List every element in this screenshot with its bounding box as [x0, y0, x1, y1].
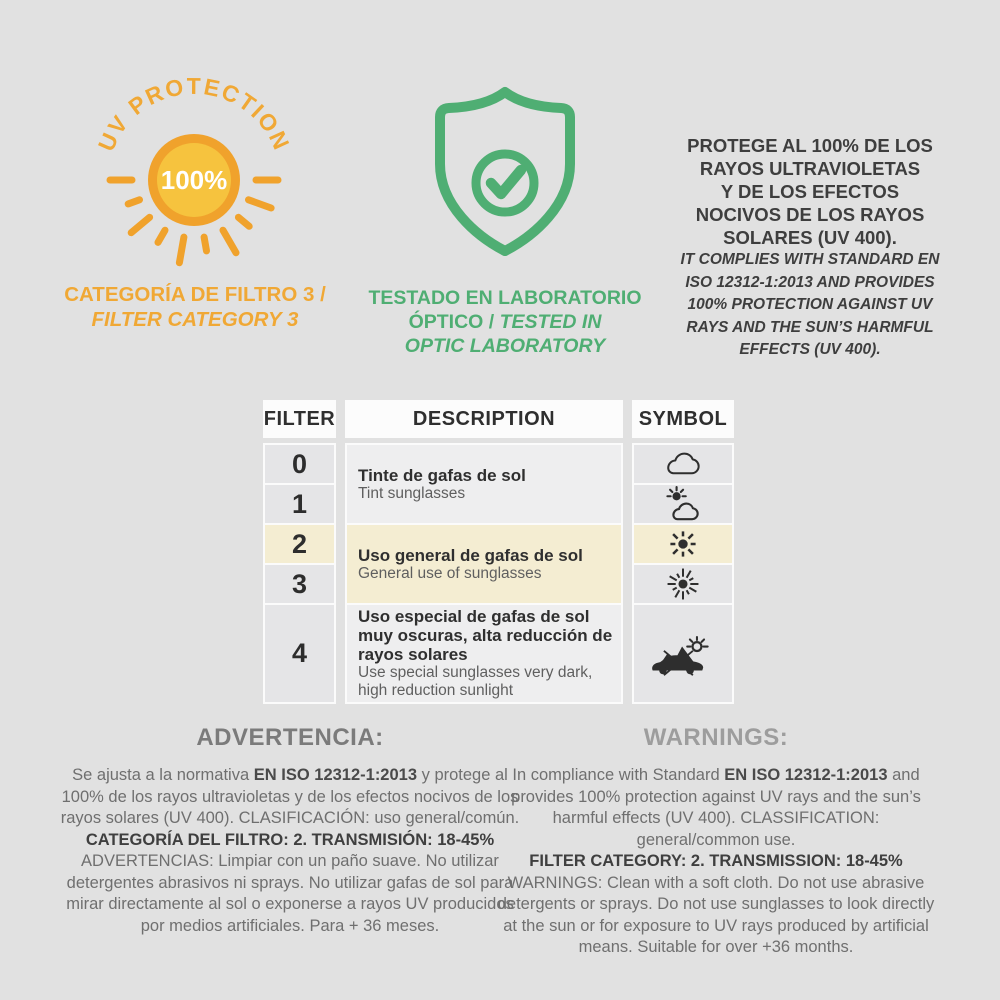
filter-category-caption-en: FILTER CATEGORY 3: [91, 307, 299, 331]
protection-note: [658, 134, 962, 362]
protection-note-line: NOCIVOS DE LOS RAYOS: [695, 204, 925, 225]
protection-note-line: EFFECTS (UV 400).: [739, 341, 881, 359]
column-header-symbol: SYMBOL: [632, 400, 734, 438]
protection-note-line: IT COMPLIES WITH STANDARD EN: [680, 251, 940, 268]
symbol-cell: [634, 445, 732, 483]
warnings-spanish-category-line: CATEGORÍA DEL FILTRO: 2. TRANSMISIÓN: 18-45%: [85, 830, 495, 849]
description-primary: Tinte de gafas de sol: [358, 465, 526, 485]
text-segment: y protege al 100% de los rayos ultravioletas y de los efectos nocivos de los rayos solares (UV 400). CLASIFICACIÓN: uso general/común.: [60, 766, 520, 827]
column-header-description: DESCRIPTION: [345, 400, 623, 438]
description-secondary: Use special sunglasses very dark, high reduction sunlight: [358, 664, 593, 699]
warnings-english-category-line: FILTER CATEGORY: 2. TRANSMISSION: 18-45%: [529, 852, 903, 870]
text-segment: Se ajusta a la normativa: [72, 766, 254, 784]
filter-value-cell-highlighted: 2: [265, 525, 334, 563]
warnings-english-compliance: [492, 765, 940, 851]
symbol-cell: [634, 485, 732, 523]
lab-caption-line1: TESTADO EN LABORATORIO: [368, 287, 642, 309]
warnings-spanish-section: [60, 724, 520, 937]
no-driving-icon: [648, 648, 706, 678]
warnings-english-heading: WARNINGS:: [643, 724, 789, 751]
filter-value-cell: 1: [265, 485, 334, 523]
protection-note-line: 100% PROTECTION AGAINST UV: [687, 296, 933, 314]
filter-category-caption-es: CATEGORÍA DE FILTRO 3 /: [64, 283, 326, 306]
filter-value-cell: 3: [265, 565, 334, 603]
sun-icon: [74, 70, 314, 270]
lab-caption-line2-regular: ÓPTICO /: [408, 311, 500, 333]
protection-note-line: RAYOS ULTRAVIOLETAS: [699, 158, 921, 179]
warnings-english-care-instructions: WARNINGS: Clean with a soft cloth. Do not use abrasive detergents or sprays. Do not use sunglasses to look directly at the sun or for exposure to UV rays produced by artificial means. Suitable for over +36 months.: [497, 873, 935, 956]
filter-value-cell: 4: [265, 605, 334, 702]
protection-note-spanish: [658, 134, 962, 249]
protection-note-line: RAYS AND THE SUN’S HARMFUL: [686, 318, 934, 336]
protection-note-line: ISO 12312-1:2013 AND PROVIDES: [685, 273, 935, 291]
uv-percent-label: 100%: [160, 165, 228, 195]
description-secondary: General use of sunglasses: [358, 564, 542, 582]
filter-category-caption: [25, 283, 365, 332]
uv-protection-arc-text: UV PROTECTION: [92, 72, 296, 155]
description-cell: [347, 605, 621, 702]
protection-note-english: [658, 249, 962, 362]
sun-icon: [665, 526, 701, 562]
table-header-row: [263, 400, 734, 438]
standard-number: EN ISO 12312-1:2013: [253, 766, 418, 784]
lab-tested-caption: [350, 286, 660, 358]
filter-value-cell: 0: [265, 445, 334, 483]
text-segment: and provides 100% protection against UV rays and the sun’s harmful effects (UV 400). CLASSIFICATION: general/common use.: [511, 766, 921, 849]
shield-check-icon: [430, 86, 580, 266]
description-column: [345, 443, 623, 704]
standard-number: EN ISO 12312-1:2013: [724, 766, 888, 784]
bright-sun-icon: [663, 564, 703, 604]
lab-caption-line3: OPTIC LABORATORY: [404, 335, 606, 357]
description-primary: Uso especial de gafas de sol muy oscuras, alta reducción de rayos solares: [358, 607, 613, 664]
symbol-cell: [634, 565, 732, 603]
protection-note-line: PROTEGE AL 100% DE LOS: [687, 135, 933, 156]
protection-note-line: SOLARES (UV 400).: [723, 227, 897, 248]
cloud-icon: [663, 451, 703, 478]
description-cell-highlighted: [347, 525, 621, 603]
warnings-english-section: [492, 724, 940, 959]
protection-note-line: Y DE LOS EFECTOS: [720, 181, 900, 202]
lab-caption-line2-italic: TESTED IN: [499, 311, 602, 333]
symbol-cell-highlighted: [634, 525, 732, 563]
filter-column: [263, 443, 336, 704]
description-cell: [347, 445, 621, 523]
description-primary: Uso general de gafas de sol: [358, 545, 583, 565]
text-segment: In compliance with Standard: [512, 766, 725, 784]
lab-caption-line2: [350, 310, 660, 334]
warnings-spanish-heading: ADVERTENCIA:: [196, 724, 384, 751]
sun-behind-cloud-icon: [661, 486, 705, 523]
warnings-spanish-care-instructions: ADVERTENCIAS: Limpiar con un paño suave. No utilizar detergentes abrasivos ni sprays. No utilizar gafas de sol para mirar directamente al sol o exponerse a rayos UV producidos por medios artificiales. Para + 36 meses.: [66, 852, 514, 935]
shield-outline: [440, 92, 570, 251]
column-header-filter: FILTER: [263, 400, 336, 438]
warnings-spanish-compliance: [60, 765, 520, 830]
description-secondary: Tint sunglasses: [358, 484, 466, 502]
check-mark: [491, 170, 521, 194]
